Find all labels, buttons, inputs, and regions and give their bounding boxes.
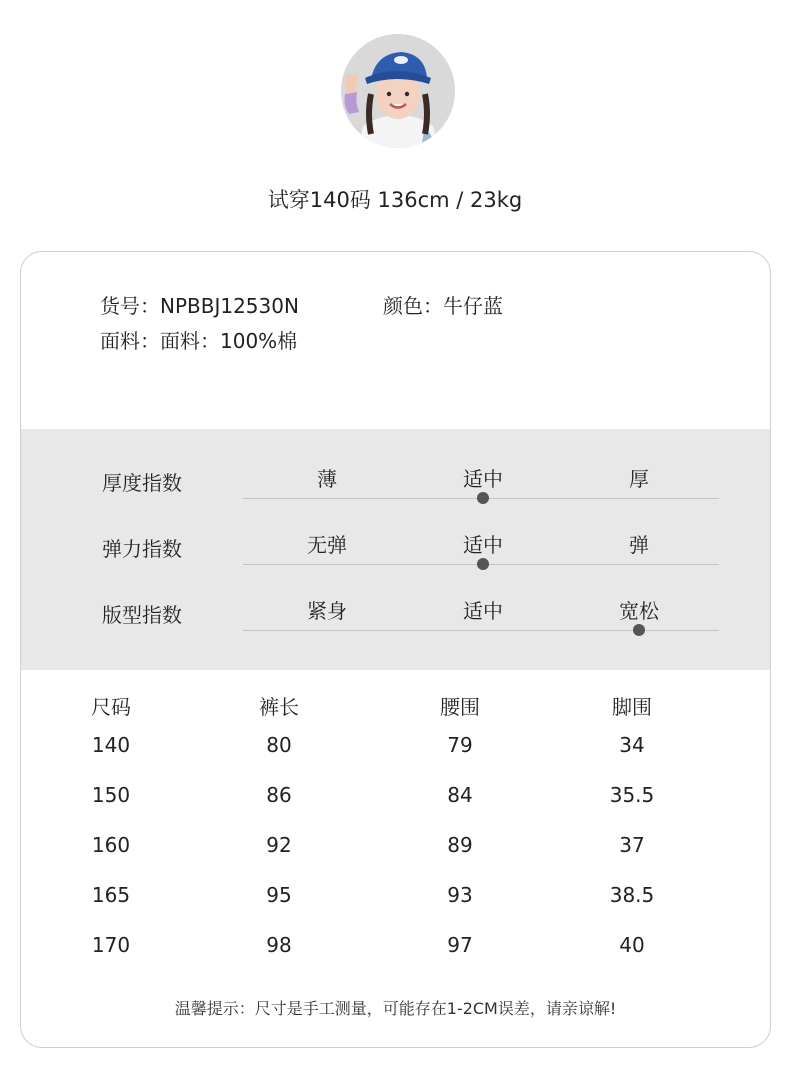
index-option: 薄	[317, 467, 337, 491]
indices-panel	[21, 429, 770, 670]
model-avatar	[341, 34, 455, 148]
index-label: 弹力指数	[102, 537, 182, 561]
table-cell: 34	[619, 733, 645, 757]
index-label: 版型指数	[102, 603, 182, 627]
table-cell: 35.5	[609, 783, 655, 807]
index-option: 适中	[463, 467, 503, 491]
index-row-elasticity	[21, 519, 770, 585]
index-option: 弹	[629, 533, 649, 557]
index-label: 厚度指数	[102, 471, 182, 495]
model-photo-illustration	[341, 34, 455, 148]
product-info-card	[20, 251, 771, 1048]
item-number: 货号：NPBBJ12530N	[100, 294, 299, 318]
table-cell: 79	[447, 733, 473, 757]
table-cell: 170	[91, 933, 131, 957]
index-option: 无弹	[307, 533, 347, 557]
index-selected-dot	[633, 624, 645, 636]
index-scale-line	[243, 630, 719, 631]
index-row-thickness	[21, 453, 770, 519]
index-option: 厚	[629, 467, 649, 491]
table-cell: 84	[447, 783, 473, 807]
table-cell: 37	[619, 833, 645, 857]
table-cell: 92	[266, 833, 292, 857]
table-cell: 140	[91, 733, 131, 757]
table-cell: 160	[91, 833, 131, 857]
table-cell: 80	[266, 733, 292, 757]
index-option: 适中	[463, 533, 503, 557]
table-cell: 165	[91, 883, 131, 907]
table-cell: 89	[447, 833, 473, 857]
column-header-length: 裤长	[259, 695, 299, 719]
table-cell: 97	[447, 933, 473, 957]
table-cell: 98	[266, 933, 292, 957]
table-cell: 86	[266, 783, 292, 807]
column-header-hem: 脚围	[612, 695, 652, 719]
product-fabric: 面料：面料：100%棉	[100, 329, 298, 353]
table-cell: 38.5	[609, 883, 655, 907]
measurement-note: 温馨提示：尺寸是手工测量，可能存在1-2CM误差，请亲谅解!	[174, 999, 617, 1018]
index-selected-dot	[477, 492, 489, 504]
table-cell: 150	[91, 783, 131, 807]
column-header-waist: 腰围	[440, 695, 480, 719]
table-cell: 95	[266, 883, 292, 907]
fit-caption: 试穿140码 136cm / 23kg	[267, 188, 523, 212]
column-header-size: 尺码	[91, 695, 131, 719]
index-option: 宽松	[619, 599, 659, 623]
table-cell: 40	[619, 933, 645, 957]
index-option: 紧身	[307, 599, 347, 623]
index-row-fit	[21, 585, 770, 651]
index-selected-dot	[477, 558, 489, 570]
product-color: 颜色：牛仔蓝	[383, 294, 503, 318]
table-cell: 93	[447, 883, 473, 907]
index-option: 适中	[463, 599, 503, 623]
